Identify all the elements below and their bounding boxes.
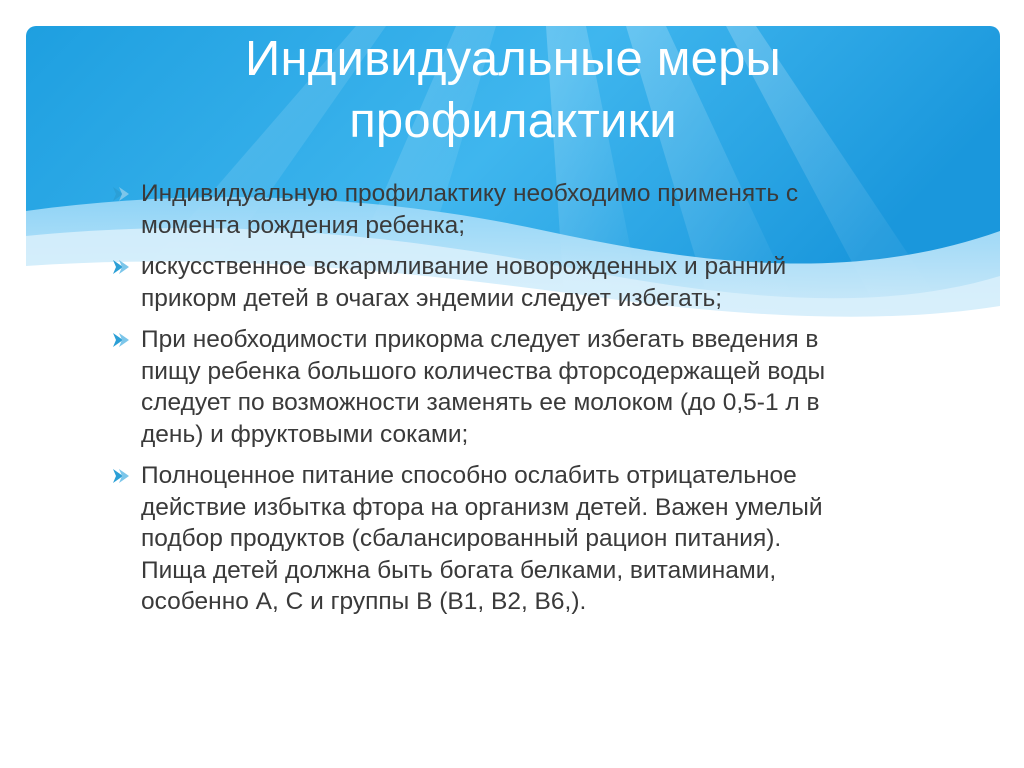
- bullet-item: [110, 178, 930, 241]
- bullet-text: искусственное вскармливание новорожденных и ранний прикорм детей в очагах эндемии следует избегать;: [141, 253, 787, 312]
- arrow-bullet-icon: [110, 325, 132, 353]
- slide-title-line: профилактики: [349, 94, 677, 148]
- bullet-text: При необходимости прикорма следует избегать введения в пищу ребенка большого количества фторсодержащей воды следует по возможности заменять ее молоком (до 0,5-1 л в день) и фруктовыми соками;: [141, 326, 826, 448]
- slide-title: [26, 28, 1000, 152]
- slide-title-line: Индивидуальные меры: [245, 32, 781, 86]
- bullet-item: [110, 460, 930, 618]
- bullet-item: [110, 251, 930, 314]
- arrow-bullet-icon: [110, 252, 132, 280]
- arrow-bullet-icon: [110, 461, 132, 489]
- bullet-item: [110, 324, 930, 450]
- arrow-bullet-icon: [110, 179, 132, 207]
- bullet-text: Полноценное питание способно ослабить отрицательное действие избытка фтора на организм детей. Важен умелый подбор продуктов (сбалансированный рацион питания). Пища детей должна быть богата белками, витаминами, особенно А, С и группы В (В1, В2, В6,).: [141, 462, 823, 615]
- bullet-list: [110, 178, 930, 628]
- bullet-text: Индивидуальную профилактику необходимо применять с момента рождения ребенка;: [141, 180, 799, 239]
